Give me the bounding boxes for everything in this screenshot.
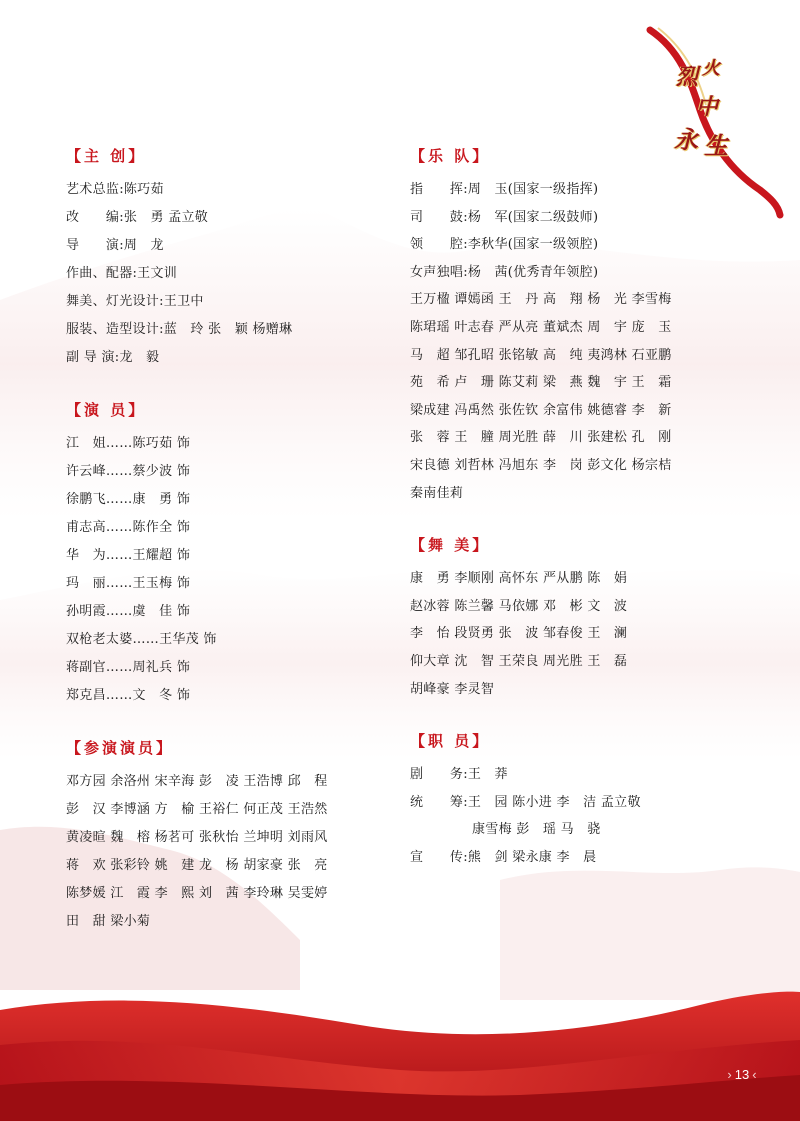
names-line: 邓方园 余洛州 宋辛海 彭 凌 王浩博 邱 程 <box>66 774 328 789</box>
names-line: 仰大章 沈 智 王荣良 周光胜 王 磊 <box>410 653 628 669</box>
names-line: 黄凌暄 魏 榕 杨茗可 张秋怡 兰坤明 刘雨风 <box>66 830 328 845</box>
credit-line: 作曲、配器:王文训 <box>66 266 178 281</box>
credit-line: 改 编:张 勇 孟立敬 <box>66 210 209 225</box>
names-line: 张 蓉 王 膧 周光胜 薛 川 张建松 孔 刚 <box>410 430 672 446</box>
page-marker-icon: › <box>727 1067 732 1082</box>
names-line: 梁成建 冯禹然 张佐钦 余富伟 姚德睿 李 新 <box>410 402 672 418</box>
credit-line: 司 鼓:杨 军(国家二级鼓师) <box>410 209 599 225</box>
names-line: 彭 汉 李博涵 方 榆 王裕仁 何正茂 王浩然 <box>66 802 328 817</box>
section-orchestra <box>410 144 750 507</box>
names-line: 马 超 邹孔昭 张铭敏 高 纯 夷鸿林 石亚鹏 <box>410 347 672 363</box>
credit-line: 统 筹:王 园 陈小进 李 洁 孟立敬 <box>410 794 641 810</box>
section-heading: 【乐 队】 <box>410 147 491 165</box>
cast-line: 孙明霞……虞 佳 饰 <box>66 604 191 619</box>
names-line: 蒋 欢 张彩铃 姚 建 龙 杨 胡家豪 张 亮 <box>66 858 328 873</box>
seal-char-1: 烈 <box>676 64 699 90</box>
page-marker-icon: ‹ <box>752 1067 757 1082</box>
section-heading: 【演 员】 <box>66 401 147 419</box>
seal-char-5: 生 <box>704 131 728 160</box>
names-line: 王万楹 谭嫣函 王 丹 高 翔 杨 光 李雪梅 <box>410 292 672 308</box>
section-cast <box>66 398 406 710</box>
names-line: 田 甜 梁小菊 <box>66 914 151 929</box>
section-stage-design <box>410 533 750 703</box>
section-heading: 【舞 美】 <box>410 536 491 555</box>
section-ensemble <box>66 736 406 936</box>
page-number-value: 13 <box>734 1067 750 1082</box>
names-line: 李 怡 段贤勇 张 波 邹春俊 王 澜 <box>410 626 628 642</box>
cast-line: 甫志高……陈作全 饰 <box>66 520 191 535</box>
section-creative <box>66 144 406 372</box>
section-heading: 【主 创】 <box>66 147 147 165</box>
credit-line: 剧 务:王 莽 <box>410 767 508 783</box>
names-line: 秦南佳莉 <box>410 485 464 501</box>
cast-line: 玛 丽……王玉梅 饰 <box>66 576 191 591</box>
left-column <box>66 144 406 962</box>
section-staff <box>410 729 750 871</box>
credit-line: 导 演:周 龙 <box>66 238 164 253</box>
names-line: 陈珺瑶 叶志春 严从亮 董斌杰 周 宇 庞 玉 <box>410 319 672 335</box>
names-line: 陈梦媛 江 霞 李 熙 刘 茜 李玲琳 吴雯婷 <box>66 886 328 901</box>
section-heading: 【参演演员】 <box>66 739 175 757</box>
cast-line: 徐鹏飞……康 勇 饰 <box>66 492 191 507</box>
cast-line: 双枪老太婆……王华茂 饰 <box>66 632 217 647</box>
names-line: 苑 希 卢 珊 陈艾莉 梁 燕 魏 宇 王 霜 <box>410 375 672 391</box>
right-column <box>410 144 750 897</box>
credit-line: 领 腔:李秋华(国家一级领腔) <box>410 237 599 253</box>
section-heading: 【职 员】 <box>410 732 491 751</box>
names-line: 胡峰豪 李灵智 <box>410 681 495 697</box>
cast-line: 华 为……王耀超 饰 <box>66 548 191 563</box>
credit-line: 指 挥:周 玉(国家一级指挥) <box>410 182 599 197</box>
credit-line: 艺术总监:陈巧茹 <box>66 182 164 197</box>
credit-line: 服装、造型设计:蓝 玲 张 颖 杨赠琳 <box>66 322 293 337</box>
seal-char-4: 永 <box>674 125 698 154</box>
seal-char-2: 火 <box>702 58 720 79</box>
credit-line: 女声独唱:杨 茜(优秀青年领腔) <box>410 264 599 280</box>
seal-char-3: 中 <box>696 94 719 120</box>
credit-line: 舞美、灯光设计:王卫中 <box>66 294 204 309</box>
cast-line: 江 姐……陈巧茹 饰 <box>66 436 191 451</box>
names-line: 康 勇 李顺刚 高怀东 严从鹏 陈 娟 <box>410 571 628 587</box>
cast-line: 许云峰……蔡少波 饰 <box>66 464 191 479</box>
cast-line: 蒋副官……周礼兵 饰 <box>66 660 191 675</box>
credit-line: 康雪梅 彭 瑶 马 骁 <box>472 822 601 838</box>
names-line: 赵冰蓉 陈兰馨 马依娜 邓 彬 文 波 <box>410 598 628 614</box>
credit-line: 副 导 演:龙 毅 <box>66 350 160 365</box>
page-number <box>712 1063 772 1087</box>
credit-line: 宣 传:熊 剑 梁永康 李 晨 <box>410 849 597 865</box>
cast-line: 郑克昌……文 冬 饰 <box>66 688 191 703</box>
names-line: 宋良德 刘哲林 冯旭东 李 岗 彭文化 杨宗桔 <box>410 457 672 473</box>
